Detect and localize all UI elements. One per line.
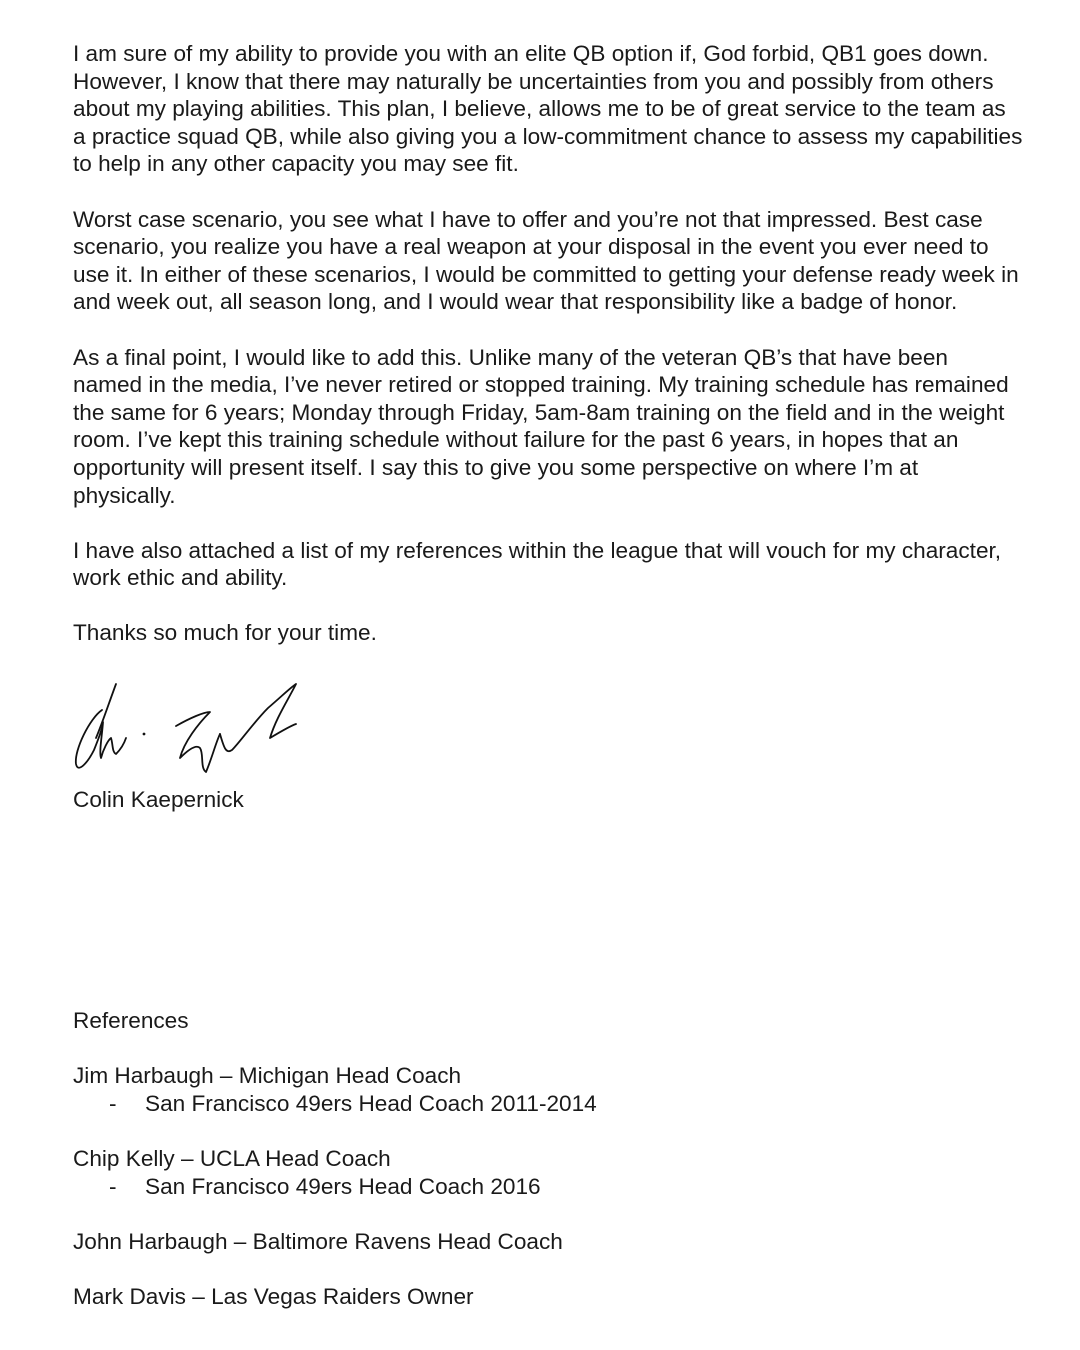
list-dash: - [109, 1173, 117, 1199]
references-heading: References [73, 1008, 189, 1033]
signer-name: Colin Kaepernick [73, 787, 244, 812]
reference-detail-text: San Francisco 49ers Head Coach 2016 [145, 1173, 541, 1199]
paragraph-references-note: I have also attached a list of my references within the league that will vouch for my character, work ethic and ability. [73, 537, 1002, 591]
paragraph-training: As a final point, I would like to add this. Unlike many of the veteran QB’s that have been named in the media, I’ve never retired or stopped training. My training schedule has remained the same for 6 years; Monday through Friday, 5am-8am training on the field and in the weight room. I’ve kept this training schedule without failure for the past 6 years, in hopes that an opportunity will present itself. I say this to give you some perspective on where I’m at physically. [73, 344, 1009, 508]
references-section [73, 1007, 1023, 1311]
list-dash: - [109, 1090, 117, 1116]
reference-detail [73, 1090, 1023, 1118]
paragraph-scenarios: Worst case scenario, you see what I have to offer and you’re not that impressed. Best case scenario, you realize you have a real weapon at your disposal in the event you ever need to use it. In either of these scenarios, I would be committed to getting your defense ready week in and week out, all season long, and I would wear that responsibility like a badge of honor. [73, 206, 1019, 315]
reference-detail-text: San Francisco 49ers Head Coach 2011-2014 [145, 1090, 597, 1116]
paragraph-qb-option: I am sure of my ability to provide you with an elite QB option if, God forbid, QB1 goes down. However, I know that there may naturally be uncertainties from you and possibly from others about my playing abilities. This plan, I believe, allows me to be of great service to the team as a practice squad QB, while also giving you a low-commitment chance to assess my capabilities to help in any other capacity you may see fit. [73, 41, 1023, 177]
reference-detail [73, 1173, 1023, 1201]
letter-body [73, 40, 1023, 647]
reference-name-role: John Harbaugh – Baltimore Ravens Head Coach [73, 1228, 563, 1254]
paragraph-thanks: Thanks so much for your time. [73, 620, 377, 646]
reference-name-role: Chip Kelly – UCLA Head Coach [73, 1145, 391, 1171]
reference-name-role: Mark Davis – Las Vegas Raiders Owner [73, 1283, 474, 1309]
handwritten-signature [72, 678, 322, 778]
reference-name-role: Jim Harbaugh – Michigan Head Coach [73, 1063, 462, 1089]
